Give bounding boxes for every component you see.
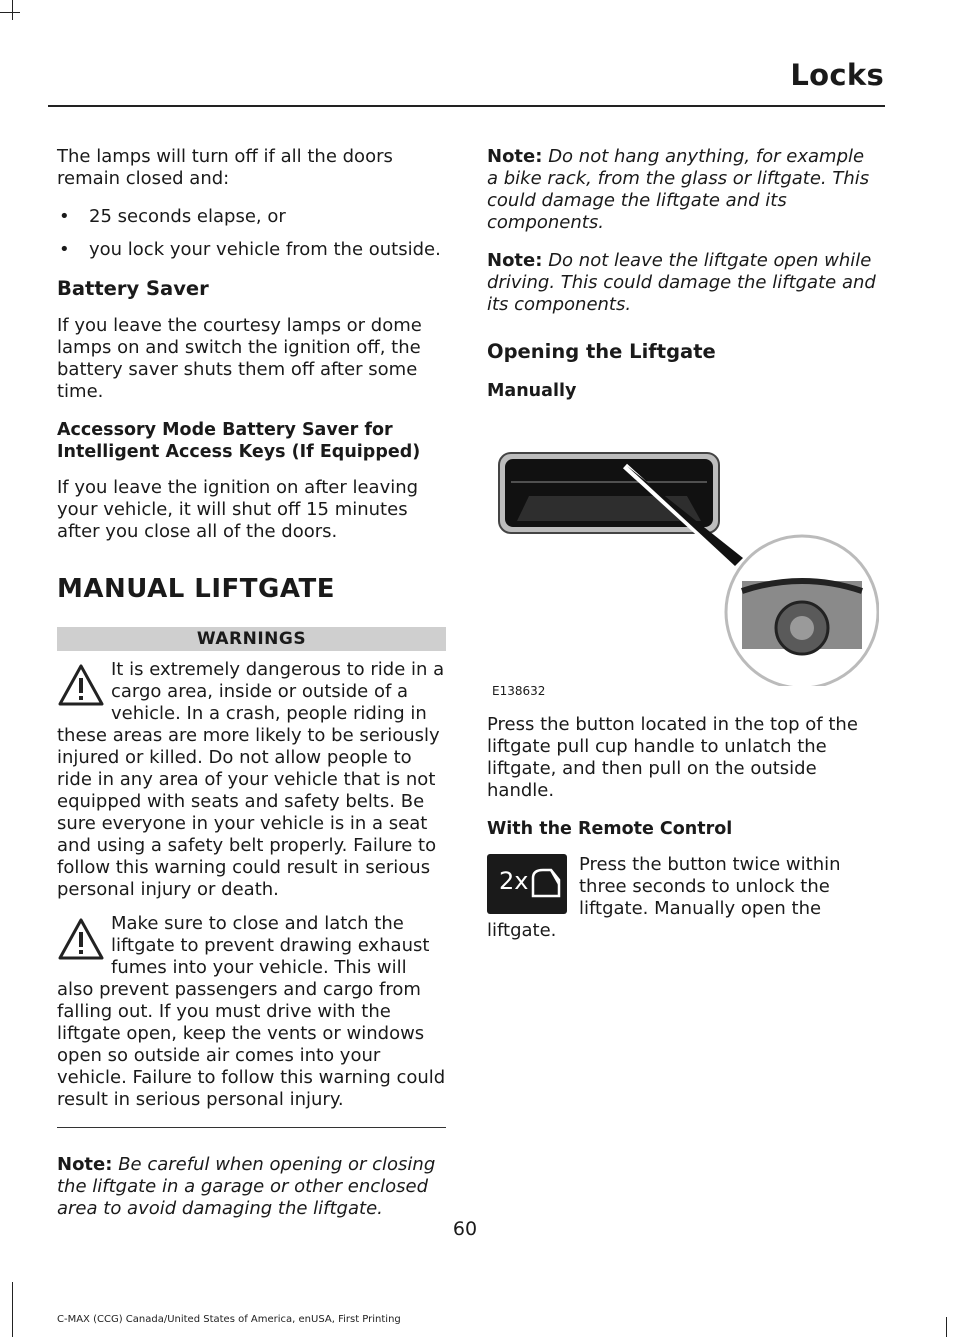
note-paragraph [487, 146, 879, 234]
intro-text: The lamps will turn off if all the doors remain closed and: [57, 146, 393, 189]
crop-mark-top-left-h [0, 12, 20, 13]
warning-triangle-icon [57, 917, 105, 961]
liftgate-remote-icon [487, 854, 567, 914]
warning-text: It is extremely dangerous to ride in a cargo area, inside or outside of a vehicle. In a crash, people riding in these areas are more likely to be seriously injured or killed. Do not allow people to ride in any area of your vehicle that is not equipped with seats and safety belts. Be sure everyone in your vehicle is in a seat and using a safety belt properly. Failure to follow this warning could result in serious personal injury or death. [57, 659, 445, 900]
note-label: Note: [487, 250, 543, 271]
crop-mark-bottom-left-v [12, 1282, 13, 1337]
header-rule [48, 105, 885, 107]
note-text: Do not leave the liftgate open while driving. This could damage the liftgate and its components. [487, 250, 876, 315]
warnings-bar: WARNINGS [57, 627, 446, 651]
manually-text: Press the button located in the top of the liftgate pull cup handle to unlatch the liftgate, and then pull on the outside handle. [487, 714, 858, 801]
remote-text: Press the button twice within three seconds to unlock the liftgate. Manually open the liftgate. [487, 854, 841, 941]
remote-heading: With the Remote Control [487, 819, 733, 839]
left-column [57, 146, 446, 1220]
warning-triangle-icon [57, 663, 105, 707]
list-item-text: 25 seconds elapse, or [89, 206, 286, 227]
warning-block [57, 659, 446, 901]
opening-heading: Opening the Liftgate [487, 340, 716, 363]
vehicle-liftgate-icon [529, 866, 563, 900]
remote-icon-label: 2x [499, 867, 529, 895]
note-paragraph [487, 250, 879, 316]
crop-mark-bottom-right-v [946, 1317, 947, 1337]
footer-text: C-MAX (CCG) Canada/United States of America, enUSA, First Printing [57, 1314, 401, 1325]
bullet-icon: • [59, 206, 70, 227]
list-item [57, 206, 446, 228]
liftgate-handle-illustration [487, 416, 879, 686]
note-paragraph [57, 1154, 446, 1220]
list-item [57, 239, 446, 261]
right-column [487, 146, 879, 942]
warnings-end-rule [57, 1127, 446, 1128]
battery-saver-heading: Battery Saver [57, 277, 209, 300]
liftgate-handle-figure [487, 416, 879, 706]
section-heading: MANUAL LIFTGATE [57, 574, 335, 604]
page-title: Locks [790, 58, 884, 92]
warning-block [57, 913, 446, 1111]
crop-mark-top-left-v [12, 0, 13, 20]
note-text: Do not hang anything, for example a bike rack, from the glass or liftgate. This could damage the liftgate and its components. [487, 146, 870, 233]
manually-heading: Manually [487, 381, 577, 401]
remote-block [487, 854, 879, 942]
page-number: 60 [452, 1218, 478, 1240]
list-item-text: you lock your vehicle from the outside. [89, 239, 441, 260]
note-label: Note: [57, 1154, 113, 1175]
bullet-list [57, 206, 446, 261]
note-text: Be careful when opening or closing the liftgate in a garage or other enclosed area to avoid damaging the liftgate. [57, 1154, 436, 1219]
accessory-heading: Accessory Mode Battery Saver for Intelligent Access Keys (If Equipped) [57, 420, 421, 462]
note-label: Note: [487, 146, 543, 167]
battery-saver-text: If you leave the courtesy lamps or dome lamps on and switch the ignition off, the battery saver shuts them off after some time. [57, 315, 422, 402]
warning-text: Make sure to close and latch the liftgate to prevent drawing exhaust fumes into your vehicle. This will also prevent passengers and cargo from falling out. If you must drive with the liftgate open, keep the vents or windows open so outside air comes into your vehicle. Failure to follow this warning could result in serious personal injury. [57, 913, 446, 1110]
figure-code: E138632 [492, 684, 546, 698]
accessory-text: If you leave the ignition on after leaving your vehicle, it will shut off 15 minutes after you close all of the doors. [57, 477, 419, 542]
bullet-icon: • [59, 239, 70, 260]
